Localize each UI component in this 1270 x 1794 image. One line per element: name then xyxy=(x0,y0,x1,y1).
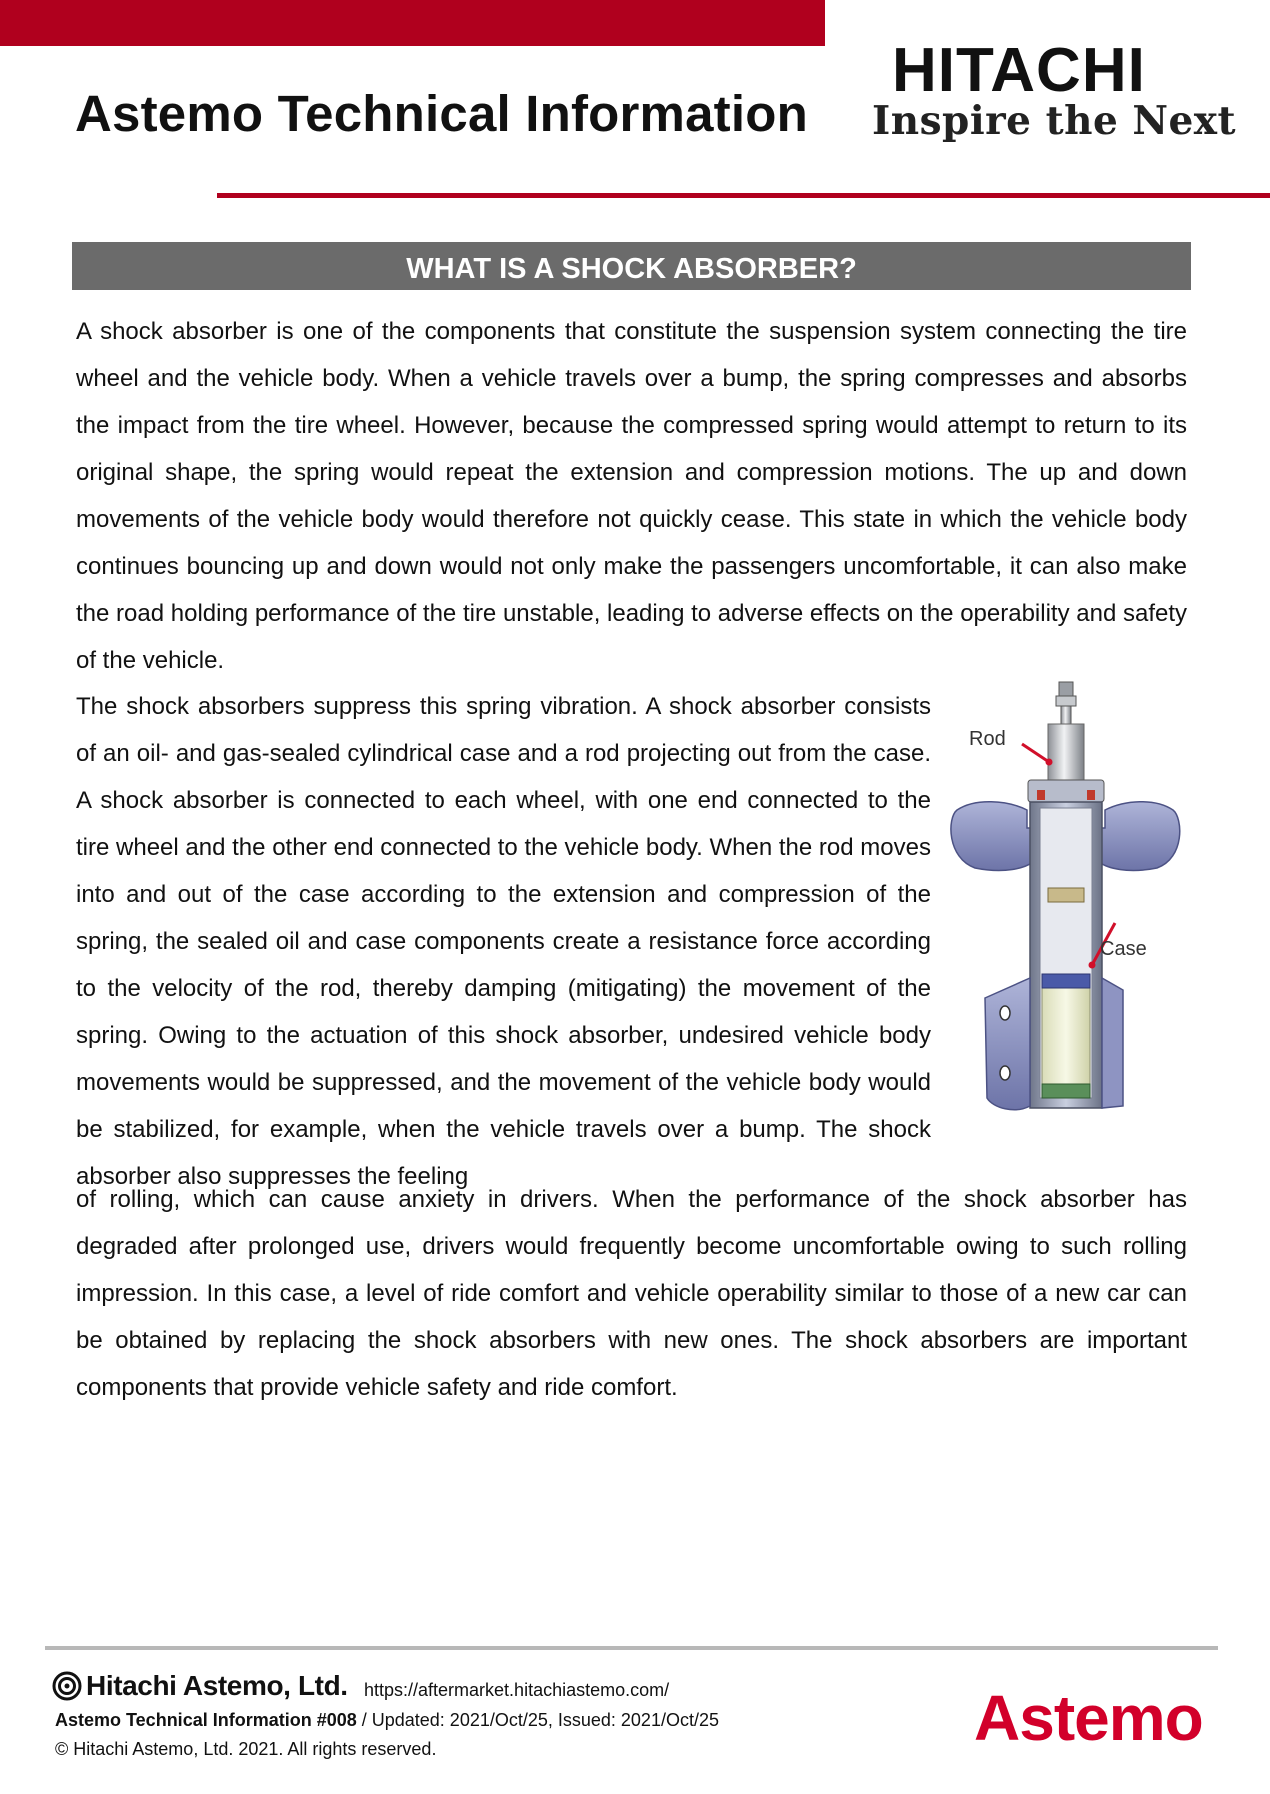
rod-leader-line xyxy=(1022,744,1049,762)
figure-label-rod: Rod xyxy=(969,728,1006,750)
paragraph-intro: A shock absorber is one of the components that constitute the suspension system connecting the tire wheel and the vehicle body. When a vehicle travels over a bump, the spring compresses and absorbs the impact from the tire wheel. However, because the compressed spring would attempt to return to its original shape, the spring would repeat the extension and compression motions. The up and down movements of the vehicle body would therefore not quickly cease. This state in which the vehicle body continues bouncing up and down would not only make the passengers uncomfortable, it can also make the road holding performance of the tire unstable, leading to adverse effects on the operability and safety of the vehicle. xyxy=(76,318,1187,674)
hitachi-logo: HITACHI xyxy=(892,36,1146,105)
shock-absorber-illustration xyxy=(945,678,1185,1178)
footer-divider xyxy=(45,1646,1218,1650)
hitachi-astemo-emblem-icon xyxy=(52,1671,82,1701)
footer-copyright: © Hitachi Astemo, Ltd. 2021. All rights reserved. xyxy=(55,1739,437,1759)
footer-company xyxy=(52,1670,348,1702)
case-part xyxy=(1030,802,1102,1108)
top-red-bar xyxy=(0,0,825,46)
footer-company-name: Hitachi Astemo, Ltd. xyxy=(86,1670,348,1701)
footer-doc-dates: / Updated: 2021/Oct/25, Issued: 2021/Oct/25 xyxy=(356,1710,719,1730)
header-divider xyxy=(217,193,1270,198)
figure-label-case: Case xyxy=(1100,938,1147,960)
hitachi-tagline: Inspire the Next xyxy=(872,98,1237,144)
paragraph-maintenance: of rolling, which can cause anxiety in drivers. When the performance of the shock absorber has degraded after prolonged use, drivers would frequently become uncomfortable owing to such rolling impression. In this case, a level of ride comfort and vehicle operability similar to those of a new car can be obtained by replacing the shock absorbers with new ones. The shock absorbers are important components that provide vehicle safety and ride comfort. xyxy=(76,1186,1187,1401)
astemo-logo: Astemo xyxy=(974,1682,1203,1754)
footer-doc-title: Astemo Technical Information #008 xyxy=(55,1710,357,1730)
page-title: Astemo Technical Information xyxy=(75,85,808,142)
footer-url[interactable]: https://aftermarket.hitachiastemo.com/ xyxy=(364,1680,670,1700)
footer-document-info xyxy=(55,1710,719,1731)
paragraph-function: The shock absorbers suppress this spring vibration. A shock absorber consists of an oil- and gas-sealed cylindrical case and a rod projecting out from the case. A shock absorber is connected to each wheel, with one end connected to the tire wheel and the other end connected to the vehicle body. When the rod moves into and out of the case according to the extension and compression of the spring, the sealed oil and case components create a resistance force according to the velocity of the rod, thereby damping (mitigating) the movement of the spring. Owing to the actuation of this shock absorber, undesired vehicle body movements would be suppressed, and the movement of the vehicle body would be stabilized, for example, when the vehicle travels over a bump. The shock absorber also suppresses the feeling xyxy=(76,693,931,1190)
section-heading: WHAT IS A SHOCK ABSORBER? xyxy=(72,242,1191,290)
